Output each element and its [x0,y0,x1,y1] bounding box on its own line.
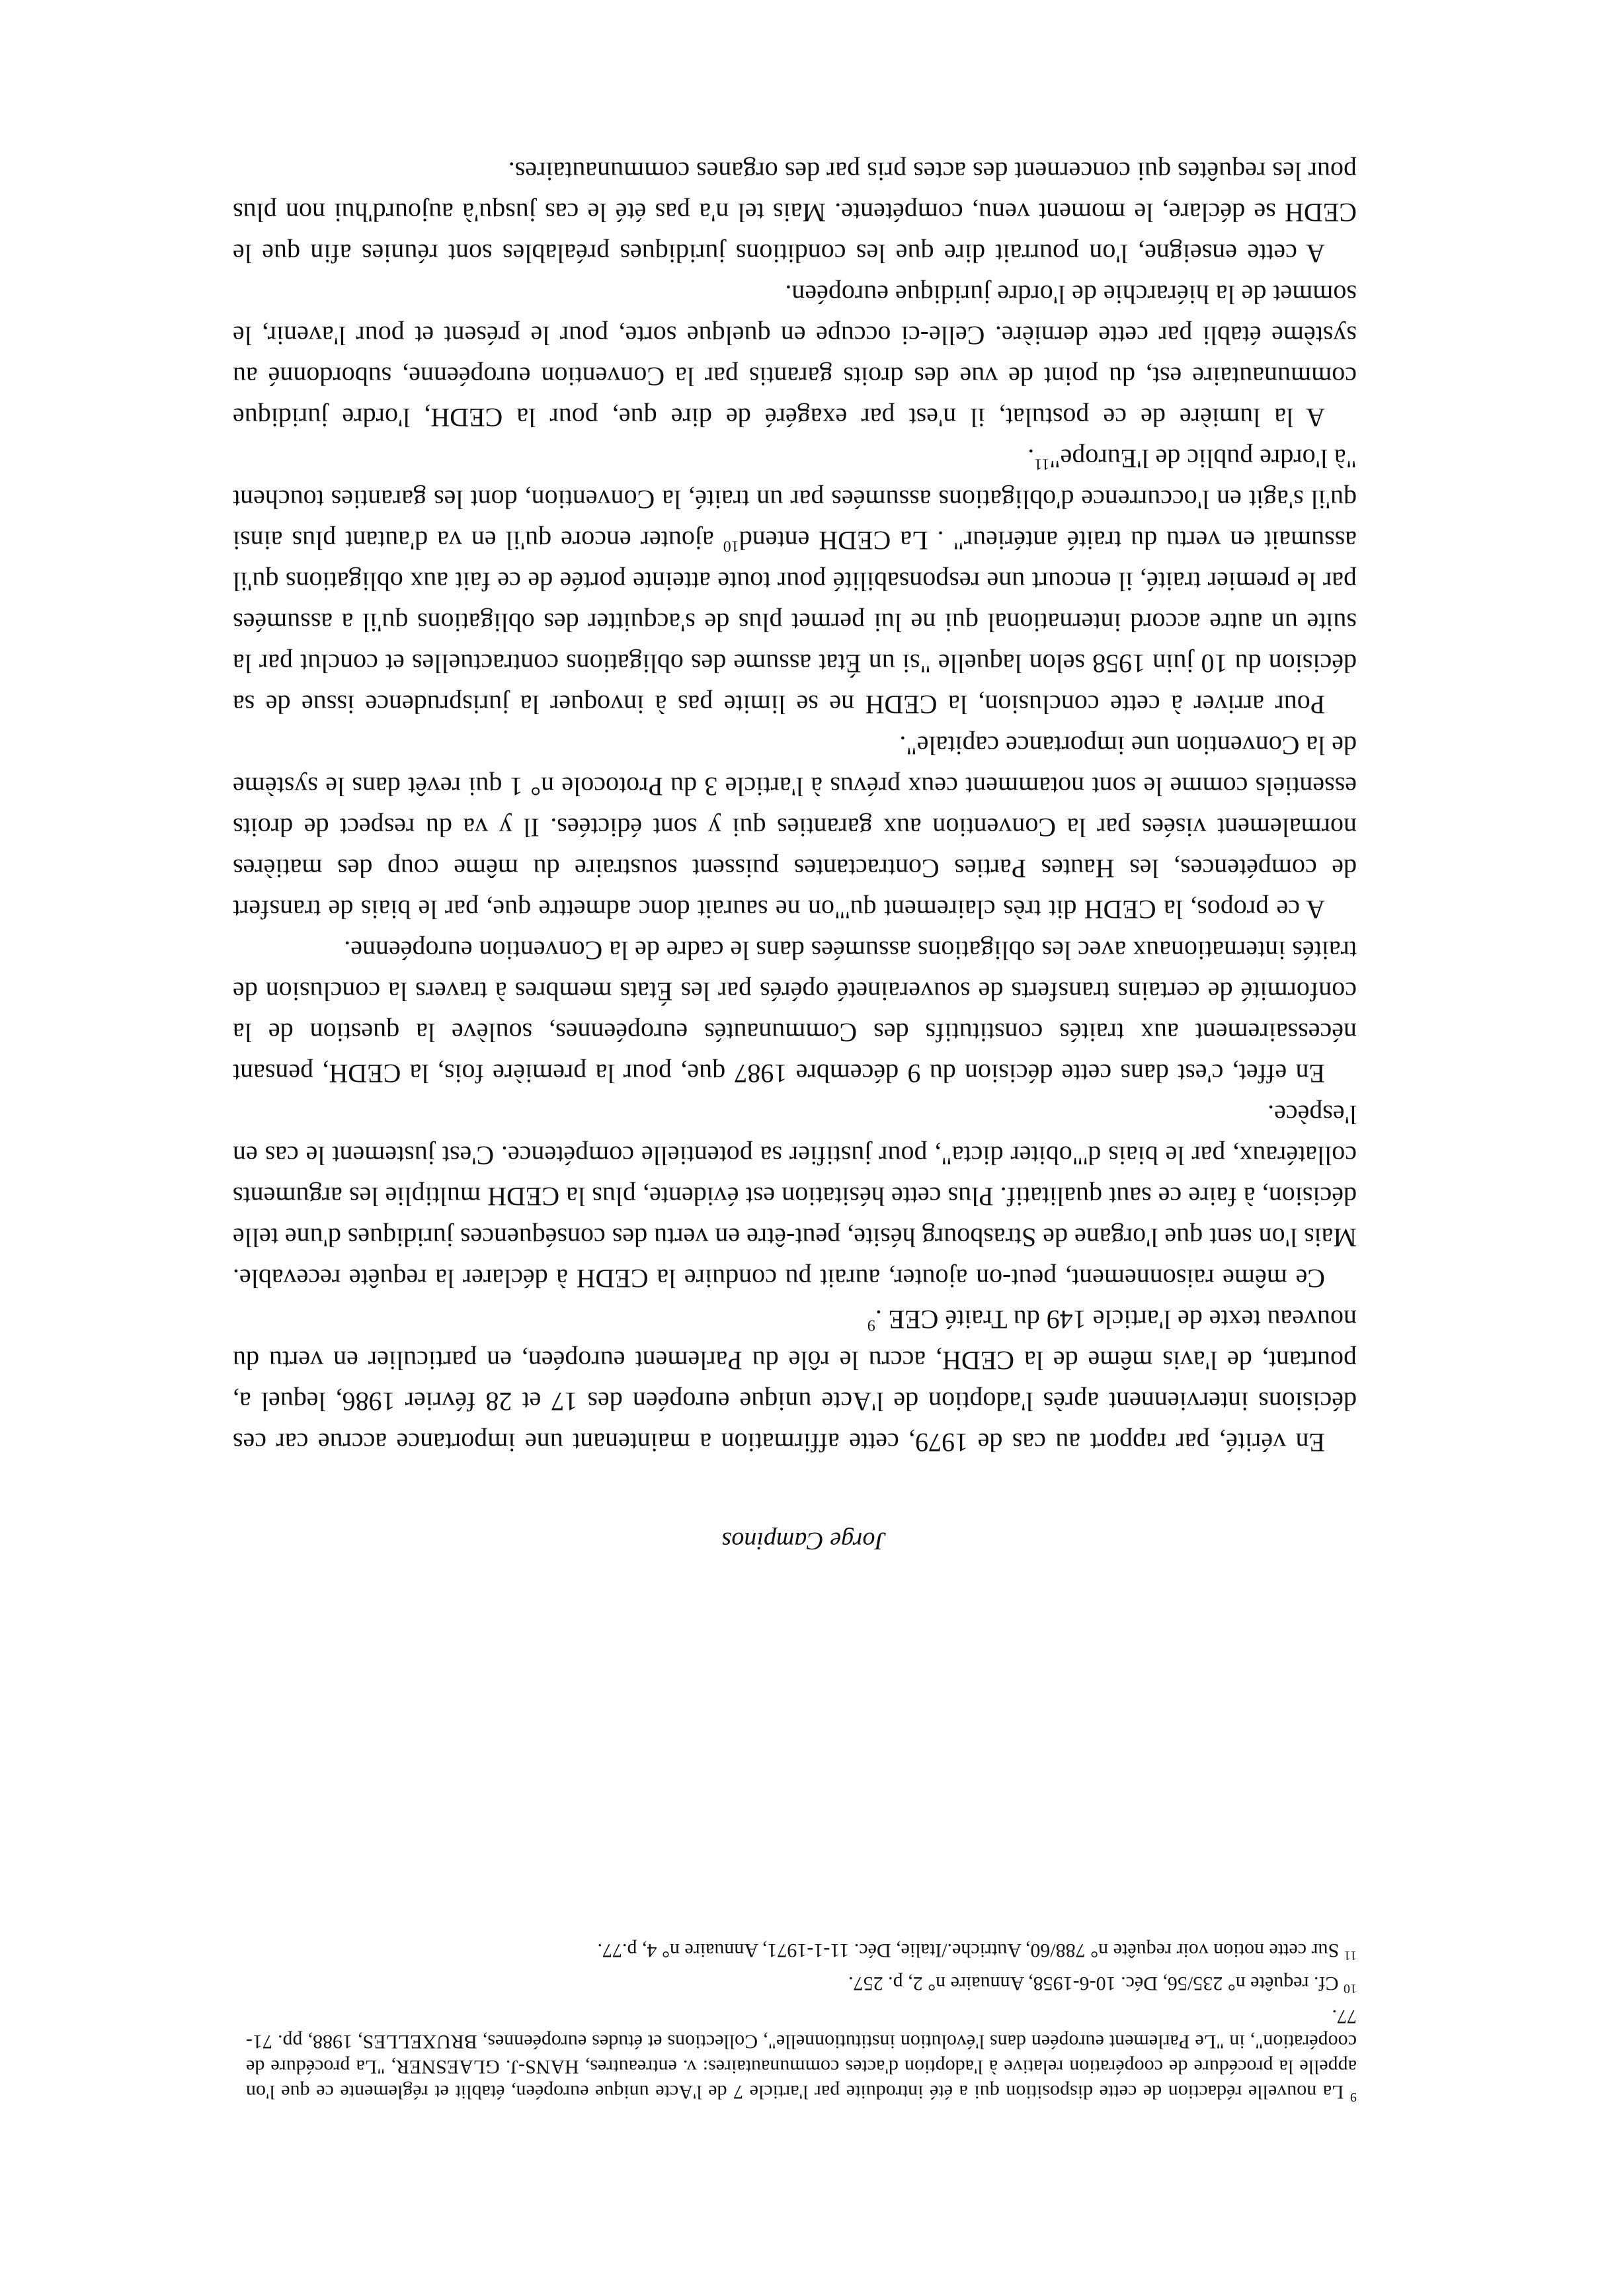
footnote-text: Sur cette notion voir requête n° 788/60, Autriche./Italie, Déc. 11-1-1971, Annuaire n° 4, p.77. [597,1940,1340,1961]
text-line: En effet, c'est dans cette décision du 9 décembre 1987 que, pour la première fois, la CEDH, [322,1059,1325,1088]
text-line: potentielle compétence. C'est justement le cas en l'espèce. [232,1100,1357,1170]
text-line: et conclut par la suite un autre accord international qui ne lui permet plus de s'acquitter des [233,608,1357,678]
footnote-ref: 9 [867,1316,875,1334]
text-line: En vérité, par rapport au cas de 1979, cette affirmation a maintenant une importance accrue [317,1428,1325,1457]
footnote-ref: 10 [723,537,739,555]
text-line: communautaire est, du point de vue des droits garantis par la Convention européenne, subordonné au système établi par cette dernière. Celle-ci occupe en quelque sorte, pour le présent et pour [233,321,1357,391]
text-line: de sa décision du 10 juin 1958 selon laquelle "si un État assume des obligations contractuelles [232,649,1357,719]
text-line: Ce même raisonnement, peut-on ajouter, aurait pu conduire la CEDH à déclarer la requête [348,1264,1325,1293]
footnote-text: Cf. requête n° 235/56, Déc. 10-6-1958, Annuaire n° 2, p. 257. [848,1973,1339,1994]
text-line: européenne. [344,936,473,965]
footnote-mark: 9 [1350,2090,1357,2104]
paragraph [233,1299,1357,1463]
text-line: juridiques d'une telle décision, à faire ce saut qualitatif. Plus cette hésitation est évidente, plus [232,1182,1357,1252]
text-line: que le CEDH se déclare, le moment venu, compétente. Mais tel n'a pas été le cas jusqu'à aujourd'hui non plus pour les requêtes qui concernent des actes pris par des organes [232,157,1357,268]
text-line: de transfert de compétences, les Hautes Parties Contractantes puissent soustraire du même coup [232,854,1357,924]
text-line: par un traité, la Convention, dont les garanties touchent "à l'ordre public de l'Europe" [233,444,1357,514]
text-line: des matières normalement visées par la Convention aux garanties qui y sont édictées. Il y va du [232,813,1357,883]
footnote-10 [246,1971,1357,1996]
text-line: respect de droits essentiels comme le sont notamment ceux prévus à l'article 3 du Protocole n° [233,772,1357,842]
text-line: A ce propos, la CEDH dit très clairement qu'"on ne saurait donc admettre que, par le biais [360,895,1325,924]
text-line: 1986, lequel a, pourtant, de l'avis même de la CEDH, accru le rôle du Parlement européen, en [233,1346,1357,1416]
paragraph: Pour arriver à cette conclusion, la CEDH ne se limite pas à invoquer la jurisprudence issue de sa décision du 10 juin 1958 selon laquelle "si un État assume des obligations contractuelles et conclut par la suite un autre accord international qui ne lui permet plus de s'acquitter des obligations qu'il a assumées par le premier traité, il encourt une responsabilité pour toute atteinte portée de ce fait aux obligations qu'il assumait en vertu du traité antérieur" . La CEDH entend$^{10}$ ajouter encore qu'il en va d'autant plus ainsi qu'il s'agit en l'occurrence d'obligations assumées par un traité, la Convention, dont les garanties touchent "à l'ordre public de l'Europe"$^{11}$. [232,444,1357,719]
paragraph [233,151,1357,274]
footnote-text: La nouvelle rédaction de cette disposition qui a été introduite par l'article 7 de l'Acte unique européen, établit et réglemente ce que l'on appelle la procédure de coopération relative à l'adoption d'actes communautaires: v. entreautres, HANS-J. GLAESNER, "La procédure de coopération", in "Le Parlement européen dans l'évolution institutionnelle", Collections et études européennes, BRUXELLES, 1988, pp. 71-77. [246,2006,1357,2103]
footnote-11 [246,1938,1357,1963]
text-line: pensant nécessairement aux traités constitutifs des Communautés européennes, soulève la question [232,1018,1357,1088]
text-line: la CEDH multiplie les arguments collatéraux, par le biais d'"obiter dicta", pour justifier sa [232,1141,1357,1211]
text-line: A la lumière de ce postulat, il n'est par exagéré de dire que, pour la CEDH, l'ordre juridique [233,403,1325,432]
text-line: ajouter encore qu'il en va d'autant plus ainsi qu'il s'agit en l'occurrence d'obligations assumées [233,485,1357,555]
footnote-mark: 11 [1344,1948,1357,1963]
footnote-ref: 11 [1034,455,1050,473]
footnotes [246,1930,1357,2104]
text-line: obligations qu'il a assumées par le premier traité, il encourt une responsabilité pour toute atteinte [233,567,1357,637]
paragraph [233,930,1357,1094]
footnote-9 [246,2004,1357,2104]
text-line: car ces décisions interviennent après l'adoption de l'Acte unique européen des 17 et 28 février [232,1387,1357,1457]
text-line: portée de ce fait aux obligations qu'il assumait en vertu du traité antérieur" . La CEDH entend [232,526,1357,596]
text-line: recevable. Mais l'on sent que l'organe de Strasbourg hésite, peut-être en vertu des conséquences [232,1223,1357,1293]
text-line: Pour arriver à cette conclusion, la CEDH ne se limite pas à invoquer la jurisprudence issue [302,690,1325,719]
text-line: 1 qui revêt dans le système de la Convention une importance capitale". [233,731,1357,801]
paragraph [233,274,1357,438]
author-signature: Jorge Campinos [721,1527,887,1555]
text-line: A cette enseigne, l'on pourrait dire que les conditions juridiques préalables sont réunies afin [310,239,1325,268]
paragraph [233,725,1357,930]
text-line: particulier en vertu du nouveau texte de l'article 149 du Traité CEE . [232,1305,1357,1375]
text-line: de la conformité de certains transferts de souveraineté opérés par les États membres à travers [232,977,1357,1047]
body-text [233,151,1357,1463]
text-line: la conclusion de traités internationaux avec les obligations assumées dans le cadre de la Convention [232,936,1357,1006]
paragraph [233,1094,1357,1299]
footnote-mark: 10 [1344,1981,1357,1996]
text-line: l'avenir, le sommet de la hiérarchie de l'ordre juridique européen. [232,280,1357,350]
text-line: communautaires. [508,157,690,186]
